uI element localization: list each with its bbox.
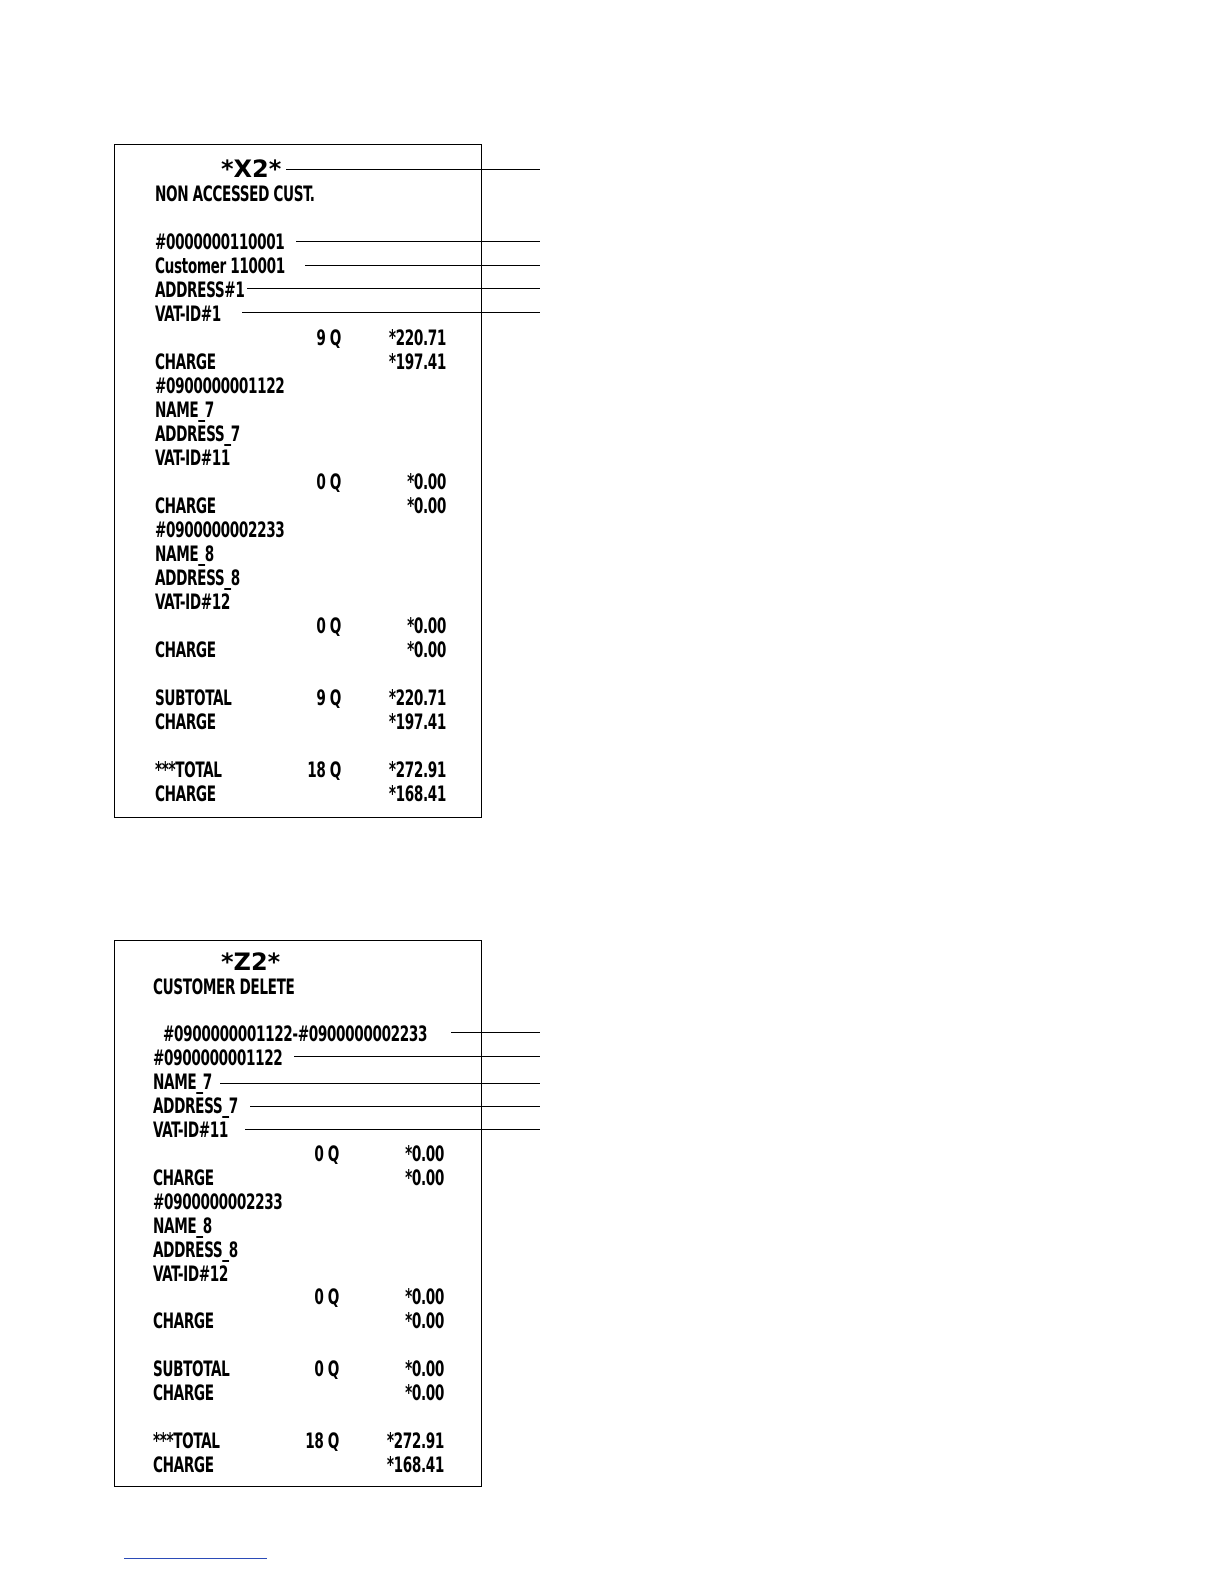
customer-vat-id: VAT-ID#12 (153, 1262, 229, 1286)
charge-amount: *0.00 (405, 1309, 444, 1333)
customer-amount: *220.71 (388, 326, 446, 350)
leader-line (305, 265, 540, 266)
receipt-title: *X2* (221, 155, 282, 183)
leader-line (220, 1083, 540, 1084)
charge-label: CHARGE (155, 782, 216, 806)
charge-label: CHARGE (153, 1166, 214, 1190)
customer-number: #0900000002233 (153, 1190, 283, 1214)
footer-rule (124, 1558, 267, 1559)
total-label: ***TOTAL (155, 758, 222, 782)
charge-amount: *168.41 (388, 782, 446, 806)
charge-label: CHARGE (155, 350, 216, 374)
receipt-z2 (114, 940, 482, 1487)
subtotal-label: SUBTOTAL (155, 686, 232, 710)
subtotal-qty: 0 Q (314, 1357, 339, 1381)
receipt-title: *Z2* (221, 948, 281, 976)
leader-line (245, 1129, 540, 1130)
customer-address: ADDRESS#1 (155, 278, 245, 302)
total-amount: *272.91 (386, 1429, 444, 1453)
customer-range: #0900000001122-#0900000002233 (163, 1022, 428, 1046)
leader-line (250, 1106, 540, 1107)
total-amount: *272.91 (388, 758, 446, 782)
receipt-subtitle: NON ACCESSED CUST. (155, 182, 315, 206)
charge-label: CHARGE (155, 638, 216, 662)
customer-name: NAME_8 (155, 542, 214, 566)
customer-number: #0900000001122 (153, 1046, 283, 1070)
charge-amount: *168.41 (386, 1453, 444, 1477)
customer-vat-id: VAT-ID#1 (155, 302, 221, 326)
charge-label: CHARGE (153, 1381, 214, 1405)
subtotal-qty: 9 Q (316, 686, 341, 710)
subtotal-label: SUBTOTAL (153, 1357, 230, 1381)
receipt-x2 (114, 144, 482, 818)
total-qty: 18 Q (307, 758, 341, 782)
customer-amount: *0.00 (405, 1142, 444, 1166)
customer-qty: 9 Q (316, 326, 341, 350)
customer-name: NAME_8 (153, 1214, 212, 1238)
customer-address: ADDRESS_8 (155, 566, 240, 590)
leader-line (242, 312, 540, 313)
receipt-subtitle: CUSTOMER DELETE (153, 975, 295, 999)
charge-label: CHARGE (153, 1453, 214, 1477)
customer-name: NAME_7 (155, 398, 214, 422)
charge-amount: *0.00 (405, 1381, 444, 1405)
customer-vat-id: VAT-ID#11 (155, 446, 231, 470)
charge-amount: *0.00 (405, 1166, 444, 1190)
customer-name: NAME_7 (153, 1070, 212, 1094)
customer-number: #0900000001122 (155, 374, 285, 398)
leader-line (286, 169, 540, 170)
customer-vat-id: VAT-ID#12 (155, 590, 231, 614)
customer-name: Customer 110001 (155, 254, 285, 278)
customer-qty: 0 Q (316, 614, 341, 638)
customer-amount: *0.00 (405, 1285, 444, 1309)
customer-address: ADDRESS_8 (153, 1238, 238, 1262)
customer-address: ADDRESS_7 (155, 422, 240, 446)
total-label: ***TOTAL (153, 1429, 220, 1453)
customer-qty: 0 Q (316, 470, 341, 494)
charge-label: CHARGE (153, 1309, 214, 1333)
charge-amount: *0.00 (407, 638, 446, 662)
subtotal-amount: *220.71 (388, 686, 446, 710)
customer-amount: *0.00 (407, 470, 446, 494)
customer-number: #0000000110001 (155, 230, 285, 254)
leader-line (247, 288, 540, 289)
leader-line (294, 1056, 540, 1057)
customer-number: #0900000002233 (155, 518, 285, 542)
charge-amount: *197.41 (388, 350, 446, 374)
customer-address: ADDRESS_7 (153, 1094, 238, 1118)
charge-amount: *197.41 (388, 710, 446, 734)
leader-line (451, 1032, 540, 1033)
subtotal-amount: *0.00 (405, 1357, 444, 1381)
customer-qty: 0 Q (314, 1285, 339, 1309)
charge-amount: *0.00 (407, 494, 446, 518)
leader-line (296, 241, 540, 242)
customer-amount: *0.00 (407, 614, 446, 638)
charge-label: CHARGE (155, 494, 216, 518)
charge-label: CHARGE (155, 710, 216, 734)
customer-vat-id: VAT-ID#11 (153, 1118, 229, 1142)
customer-qty: 0 Q (314, 1142, 339, 1166)
total-qty: 18 Q (305, 1429, 339, 1453)
